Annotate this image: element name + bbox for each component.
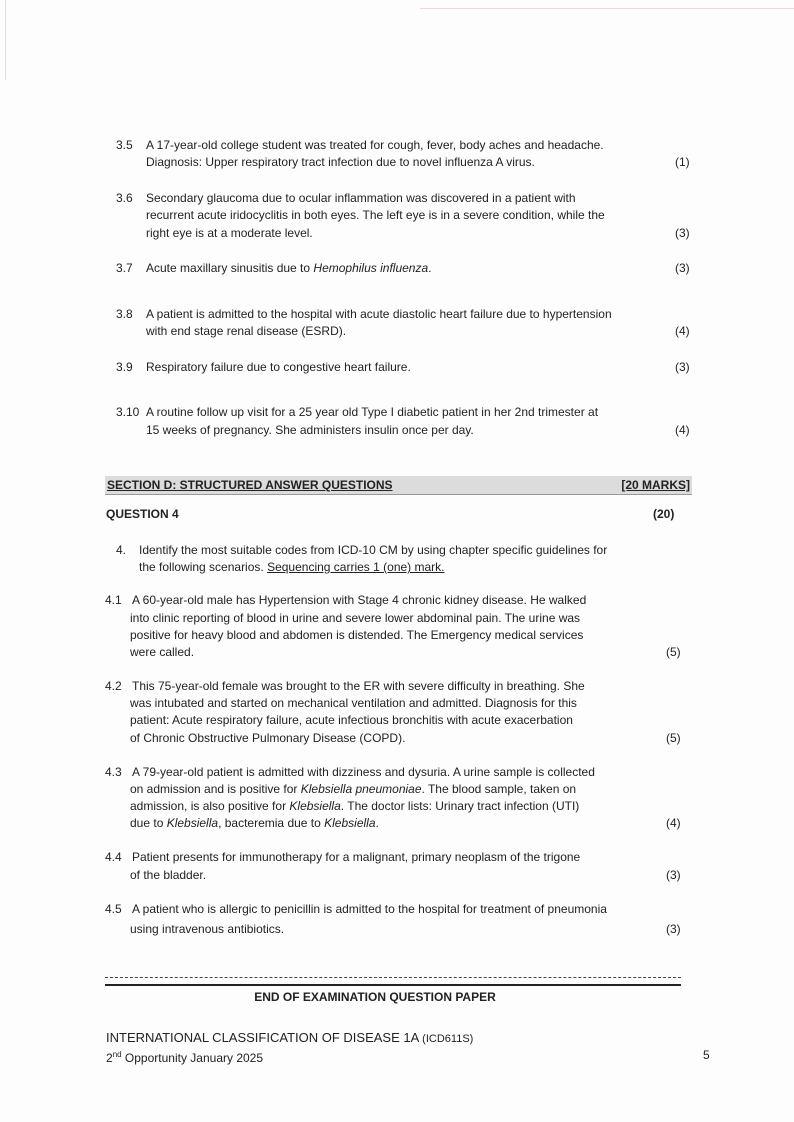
question-marks: (4) bbox=[675, 324, 690, 338]
question-number: 4.5 bbox=[105, 902, 122, 916]
organism-name: Klebsiella pneumoniae bbox=[300, 782, 422, 796]
question-text-line: positive for heavy blood and abdomen is distended. The Emergency medical services bbox=[130, 628, 584, 642]
scan-margin-line bbox=[5, 0, 6, 80]
organism-name: Klebsiella bbox=[166, 816, 219, 830]
question-number: 4.2 bbox=[105, 679, 122, 693]
solid-divider bbox=[105, 984, 681, 986]
question-text-line: Diagnosis: Upper respiratory tract infection due to novel influenza A virus. bbox=[146, 155, 535, 169]
footer-course bbox=[106, 1031, 473, 1046]
scan-artifact-line bbox=[420, 8, 794, 9]
opp-text: Opportunity January 2025 bbox=[121, 1051, 264, 1065]
question-text-line: using intravenous antibiotics. bbox=[130, 922, 285, 936]
question-number: 4.4 bbox=[105, 850, 122, 864]
question-text-line: A 60-year-old male has Hypertension with Stage 4 chronic kidney disease. He walked bbox=[132, 593, 587, 607]
course-code: (ICD611S) bbox=[422, 1033, 474, 1045]
question-text-line: were called. bbox=[130, 645, 195, 659]
question-text-line bbox=[130, 816, 379, 830]
question-marks: (3) bbox=[666, 868, 681, 882]
question-marks: (4) bbox=[675, 423, 690, 437]
instruction-line bbox=[139, 560, 445, 574]
question-title: QUESTION 4 bbox=[106, 507, 179, 521]
question-number: 3.9 bbox=[116, 360, 133, 374]
question-text-line: Patient presents for immunotherapy for a malignant, primary neoplasm of the trigone bbox=[132, 850, 581, 864]
text-segment: admission, is also positive for bbox=[130, 799, 290, 813]
organism-name: Klebsiella bbox=[324, 816, 376, 830]
text-segment: due to bbox=[130, 816, 167, 830]
question-text-line bbox=[146, 261, 431, 275]
footer-opportunity bbox=[106, 1048, 263, 1065]
text-segment: Acute maxillary sinusitis due to bbox=[146, 261, 314, 275]
question-number: 4.1 bbox=[105, 593, 122, 607]
section-d-marks: [20 MARKS] bbox=[621, 478, 690, 492]
question-text-line: Secondary glaucoma due to ocular inflammation was discovered in a patient with bbox=[146, 191, 576, 205]
question-marks: (4) bbox=[666, 816, 681, 830]
question-text-line: right eye is at a moderate level. bbox=[146, 226, 313, 240]
question-marks: (5) bbox=[666, 731, 681, 745]
question-marks: (3) bbox=[675, 261, 690, 275]
text-segment: . The doctor lists: Urinary tract infection (UTI) bbox=[340, 799, 580, 813]
question-text-line: A routine follow up visit for a 25 year old Type I diabetic patient in her 2nd trimester at bbox=[146, 405, 599, 419]
section-d-title: SECTION D: STRUCTURED ANSWER QUESTIONS bbox=[107, 478, 393, 492]
question-marks: (20) bbox=[653, 507, 675, 521]
end-text: END OF EXAMINATION QUESTION PAPER bbox=[254, 990, 496, 1004]
opp-num: 2 bbox=[106, 1051, 113, 1065]
text-segment: . bbox=[428, 261, 432, 275]
question-number: 3.6 bbox=[116, 191, 133, 205]
question-text-line bbox=[130, 799, 579, 813]
question-number: 3.7 bbox=[116, 261, 133, 275]
page-number: 5 bbox=[703, 1048, 710, 1062]
question-marks: (3) bbox=[666, 922, 681, 936]
instruction-number: 4. bbox=[116, 543, 127, 557]
question-text-line: recurrent acute iridocyclitis in both eyes. The left eye is in a severe condition, while the bbox=[146, 208, 605, 222]
question-text-line: of Chronic Obstructive Pulmonary Disease (COPD). bbox=[130, 731, 406, 745]
question-number: 3.10 bbox=[116, 405, 140, 419]
text-segment: , bacteremia due to bbox=[218, 816, 325, 830]
question-marks: (3) bbox=[675, 360, 690, 374]
text-segment: . bbox=[375, 816, 379, 830]
question-text-line: of the bladder. bbox=[130, 868, 207, 882]
dashed-divider bbox=[105, 977, 681, 978]
question-number: 4.3 bbox=[105, 765, 122, 779]
opp-sup: nd bbox=[112, 1050, 122, 1059]
question-text-line: with end stage renal disease (ESRD). bbox=[146, 324, 347, 338]
question-text-line: A 79-year-old patient is admitted with dizziness and dysuria. A urine sample is collected bbox=[132, 765, 595, 779]
instruction-line: Identify the most suitable codes from ICD-10 CM by using chapter specific guidelines for bbox=[139, 543, 608, 557]
text-segment: on admission and is positive for bbox=[130, 782, 301, 796]
organism-name: Hemophilus influenza bbox=[313, 261, 429, 275]
text-segment: . The blood sample, taken on bbox=[421, 782, 577, 796]
question-marks: (3) bbox=[675, 226, 690, 240]
question-text-line: into clinic reporting of blood in urine and severe lower abdominal pain. The urine was bbox=[130, 611, 581, 625]
question-text-line: was intubated and started on mechanical ventilation and admitted. Diagnosis for this bbox=[130, 696, 577, 710]
question-number: 3.5 bbox=[116, 138, 133, 152]
question-text-line: A patient who is allergic to penicillin is admitted to the hospital for treatment of pneumonia bbox=[132, 902, 607, 916]
question-text-line: Respiratory failure due to congestive heart failure. bbox=[146, 360, 411, 374]
question-text-line bbox=[130, 782, 576, 796]
sequencing-note: Sequencing carries 1 (one) mark. bbox=[267, 560, 445, 574]
course-title: INTERNATIONAL CLASSIFICATION OF DISEASE 1A bbox=[106, 1030, 423, 1045]
instruction-text: the following scenarios. bbox=[139, 560, 268, 574]
question-text-line: 15 weeks of pregnancy. She administers insulin once per day. bbox=[146, 423, 474, 437]
organism-name: Klebsiella bbox=[289, 799, 341, 813]
question-text-line: A patient is admitted to the hospital with acute diastolic heart failure due to hypertension bbox=[146, 307, 612, 321]
question-text-line: This 75-year-old female was brought to the ER with severe difficulty in breathing. She bbox=[132, 679, 585, 693]
section-d-header bbox=[105, 476, 692, 495]
question-marks: (1) bbox=[675, 155, 690, 169]
question-number: 3.8 bbox=[116, 307, 133, 321]
end-of-paper bbox=[0, 990, 794, 1004]
question-text-line: patient: Acute respiratory failure, acute infectious bronchitis with acute exacerbation bbox=[130, 713, 573, 727]
question-text-line: A 17-year-old college student was treated for cough, fever, body aches and headache. bbox=[146, 138, 604, 152]
question-marks: (5) bbox=[666, 645, 681, 659]
